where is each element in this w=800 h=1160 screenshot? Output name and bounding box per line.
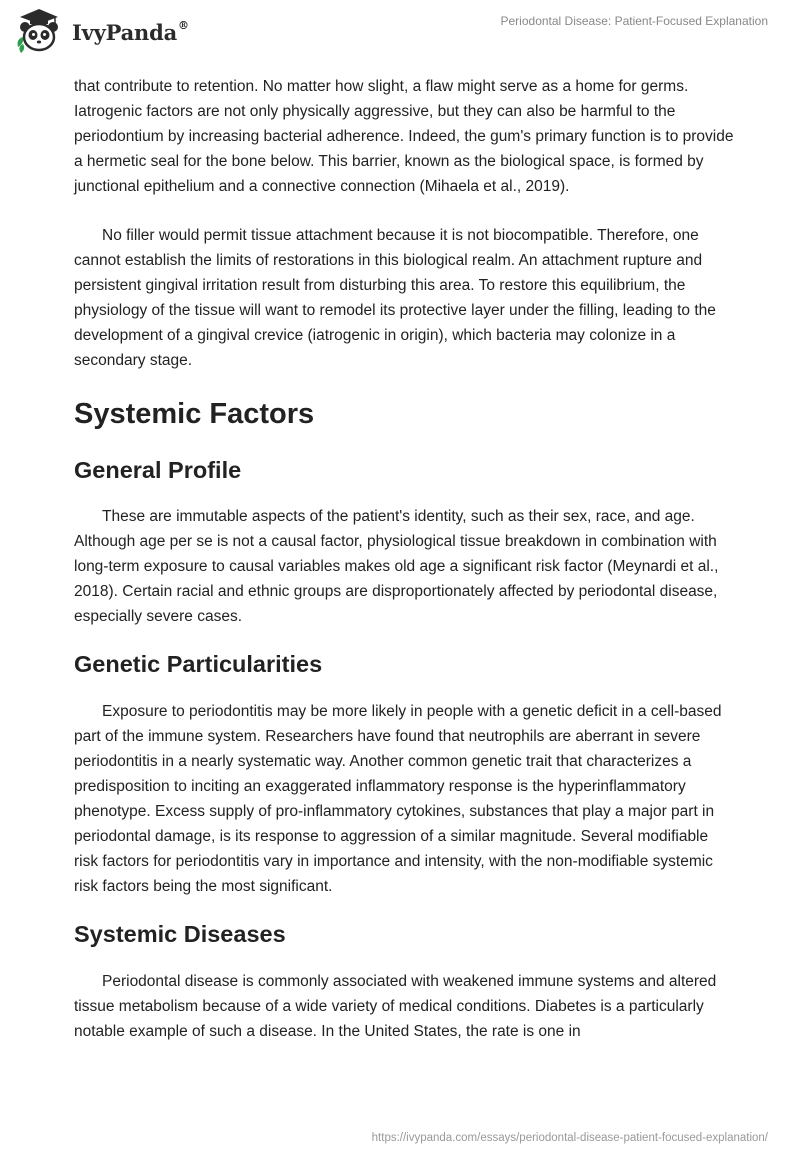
panda-logo-icon	[14, 7, 64, 55]
heading-systemic-diseases: Systemic Diseases	[74, 921, 286, 947]
paragraph-general-profile: These are immutable aspects of the patient's identity, such as their sex, race, and age. Although age per se is not a causal factor, physiological tissue breakdown in combination with long-term exposure to causal variables makes old age a significant risk factor (Meynardi et al., 2018). Certain racial and ethnic groups are disproportionately affected by periodontal disease, especially severe cases.	[74, 508, 719, 625]
heading-genetic-particularities: Genetic Particularities	[74, 651, 323, 677]
heading-general-profile: General Profile	[74, 457, 242, 483]
paragraph-retention: that contribute to retention. No matter how slight, a flaw might serve as a home for germs. Iatrogenic factors are not only physically aggressive, but they can also be harmful to the periodontium by increasing bacterial adherence. Indeed, the gum's primary function is to provide a hermetic seal for the bone below. This barrier, known as the biological space, is formed by junctional epithelium and a connective connection (Mihaela et al., 2019).	[74, 78, 734, 195]
logo[interactable]	[14, 6, 189, 56]
essay-content	[74, 70, 734, 1044]
footer-url[interactable]: https://ivypanda.com/essays/periodontal-disease-patient-focused-explanation/	[371, 1132, 768, 1144]
logo-text: IvyPanda®	[72, 18, 189, 45]
heading-systemic-factors: Systemic Factors	[74, 398, 315, 430]
paragraph-filler: No filler would permit tissue attachment because it is not biocompatible. Therefore, one cannot establish the limits of restorations in this biological realm. An attachment rupture and persistent gingival irritation result from disturbing this area. To restore this equilibrium, the physiology of the tissue will want to remodel its protective layer under the filling, leading to the development of a gingival crevice (iatrogenic in origin), which bacteria may colonize in a secondary stage.	[74, 227, 716, 369]
paragraph-genetic: Exposure to periodontitis may be more likely in people with a genetic deficit in a cell-based part of the immune system. Researchers have found that neutrophils are aberrant in severe periodontitis in a nearly systematic way. Another common genetic trait that characterizes a predisposition to inciting an exaggerated inflammatory response is the hyperinflammatory phenotype. Excess supply of pro-inflammatory cytokines, substances that play a major part in periodontal damage, is its response to aggression of a similar magnitude. Several modifiable risk factors for periodontitis vary in importance and intensity, with the non-modifiable systemic risk factors being the most significant.	[74, 703, 722, 895]
page-header	[0, 0, 800, 70]
header-essay-title: Periodontal Disease: Patient-Focused Explanation	[500, 14, 768, 28]
paragraph-systemic-diseases: Periodontal disease is commonly associated with weakened immune systems and altered tissue metabolism because of a wide variety of medical conditions. Diabetes is a particularly notable example of such a disease. In the United States, the rate is one in	[74, 973, 717, 1040]
